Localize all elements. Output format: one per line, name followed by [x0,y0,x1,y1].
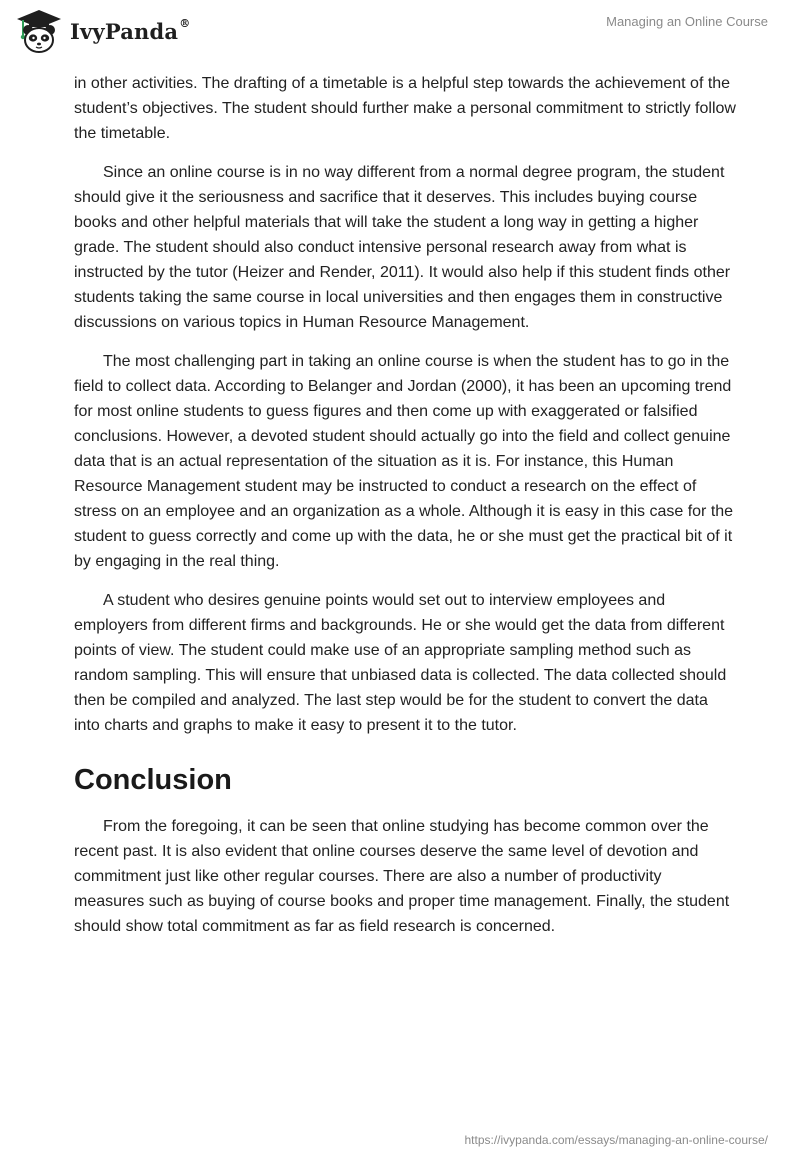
conclusion-heading: Conclusion [74,764,232,796]
ivypanda-logo[interactable] [14,10,190,52]
page-header [0,0,800,64]
document-title: Managing an Online Course [606,14,768,29]
paragraph: in other activities. The drafting of a timetable is a helpful step towards the achievement of the student’s objectives. The student should further make a personal commitment to strictly follow the timetable. [74,75,736,142]
panda-graduate-icon [14,8,64,54]
source-url[interactable]: https://ivypanda.com/essays/managing-an-online-course/ [464,1133,768,1147]
brand-name: IvyPanda® [70,16,191,44]
paragraph: The most challenging part in taking an online course is when the student has to go in the field to collect data. According to Belanger and Jordan (2000), it has been an upcoming trend for most online students to guess figures and then come up with exaggerated or falsified conclusions. However, a devoted student should actually go into the field and collect genuine data that is an actual representation of the situation as it is. For instance, this Human Resource Management student may be instructed to conduct a research on the effect of stress on an employee and an organization as a whole. Although it is easy in this case for the student to guess correctly and come up with the data, he or she must get the practical bit of it by engaging in the real thing. [74,353,734,570]
paragraph: A student who desires genuine points would set out to interview employees and employers from different firms and backgrounds. He or she would get the data from different points of view. The student could make use of an appropriate sampling method such as random sampling. This will ensure that unbiased data is collected. The data collected should then be compiled and analyzed. The last step would be for the student to convert the data into charts and graphs to make it easy to present it to the tutor. [74,592,727,734]
paragraph: Since an online course is in no way different from a normal degree program, the student should give it the seriousness and sacrifice that it deserves. This includes buying course books and other helpful materials that will take the student a long way in getting a higher grade. The student should also conduct intensive personal research away from what is instructed by the tutor (Heizer and Render, 2011). It would also help if this student finds other students taking the same course in local universities and then engages them in constructive discussions on various topics in Human Resource Management. [74,164,731,331]
essay-content [74,71,736,953]
paragraph: From the foregoing, it can be seen that online studying has become common over the recent past. It is also evident that online courses deserve the same level of devotion and commitment just like other regular courses. There are also a number of productivity measures such as buying of course books and proper time management. Finally, the student should show total commitment as far as field research is concerned. [74,818,730,935]
